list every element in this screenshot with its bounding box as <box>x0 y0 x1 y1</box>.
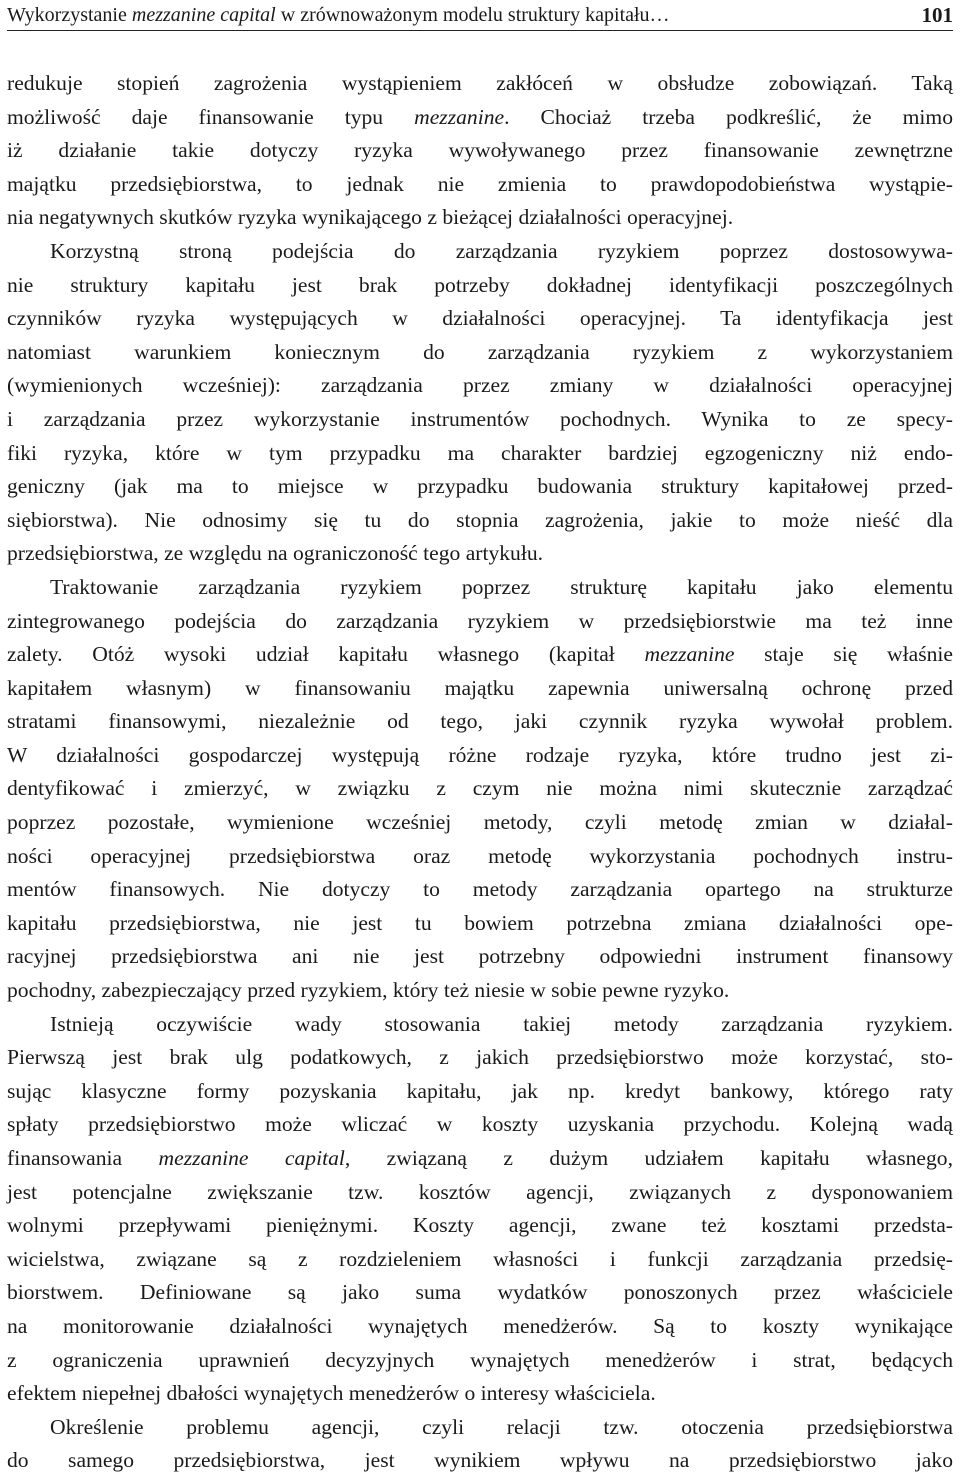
text-line: wicielstwa, związane są z rozdzieleniem własności i funkcji zarządzania przedsię- <box>7 1246 953 1271</box>
text-line: do samego przedsiębiorstwa, jest wynikiem wpływu na przedsiębiorstwo jako <box>7 1448 953 1473</box>
text-line: redukuje stopień zagrożenia wystąpieniem zakłóceń w obsłudze zobowiązań. Taką <box>7 71 953 95</box>
text-line: siębiorstwa). Nie odnosimy się tu do stopnia zagrożenia, jakie to może nieść dla <box>7 507 953 532</box>
text-line: mentów finansowych. Nie dotyczy to metody zarządzania opartego na strukturze <box>7 877 953 902</box>
text-line: nie struktury kapitału jest brak potrzeby dokładnej identyfikacji poszczególnych <box>7 272 953 297</box>
text-line <box>7 101 953 135</box>
text-line: z ograniczenia uprawnień decyzyjnych wynajętych menedżerów i strat, będących <box>7 1347 953 1372</box>
text-span: . Chociaż trzeba podkreślić, że mimo <box>504 104 953 129</box>
text-line: sując klasyczne formy pozyskania kapitału, jak np. kredyt bankowy, którego raty <box>7 1078 953 1103</box>
text-line: fiki ryzyka, które w tym przypadku ma charakter bardziej egzogeniczny niż endo- <box>7 440 953 465</box>
text-line: przedsiębiorstwa, ze względu na ograniczoność tego artykułu. <box>7 541 544 566</box>
text-line <box>7 638 953 672</box>
text-line: efektem niepełnej dbałości wynajętych menedżerów o interesy właściciela. <box>7 1381 656 1406</box>
text-line: biorstwem. Definiowane są jako suma wydatków ponoszonych przez właściciele <box>7 1280 953 1305</box>
running-title-italic: mezzanine capital <box>131 4 276 26</box>
text-line: iż działanie takie dotyczy ryzyka wywoływanego przez finansowanie zewnętrzne <box>7 138 953 163</box>
text-line: spłaty przedsiębiorstwo może wliczać w koszty uzyskania przychodu. Kolejną wadą <box>7 1112 953 1137</box>
text-line: majątku przedsiębiorstwa, to jednak nie zmienia to prawdopodobieństwa wystąpie- <box>7 171 953 196</box>
text-line: Określenie problemu agencji, czyli relacji tzw. otoczenia przedsiębiorstwa <box>50 1414 953 1439</box>
text-line: czynników ryzyka występujących w działalności operacyjnej. Ta identyfikacja jest <box>7 306 953 331</box>
text-line: na monitorowanie działalności wynajętych menedżerów. Są to koszty wynikające <box>7 1313 953 1338</box>
text-line: natomiast warunkiem koniecznym do zarządzania ryzykiem z wykorzystaniem <box>7 339 953 364</box>
italic-term: mezzanine capital <box>158 1146 345 1170</box>
text-line: dentyfikować i zmierzyć, w związku z czym nie można nimi skutecznie zarządzać <box>7 776 953 801</box>
text-line: stratami finansowymi, niezależnie od tego, jaki czynnik ryzyka wywołał problem. <box>7 709 953 734</box>
text-line: Traktowanie zarządzania ryzykiem poprzez strukturę kapitału jako elementu <box>50 574 953 599</box>
text-line: zintegrowanego podejścia do zarządzania ryzykiem w przedsiębiorstwie ma też inne <box>7 608 953 633</box>
page-number: 101 <box>921 3 953 27</box>
running-header <box>7 0 953 31</box>
italic-term: mezzanine <box>414 104 505 129</box>
text-line: Istnieją oczywiście wady stosowania takiej metody zarządzania ryzykiem. <box>50 1011 953 1036</box>
body-text <box>7 67 953 1478</box>
text-line: poprzez pozostałe, wymienione wcześniej metody, czyli metodę zmian w działal- <box>7 810 953 835</box>
document-page <box>7 0 953 1478</box>
running-title-part: w zrównoważonym modelu struktury kapitału… <box>275 4 670 26</box>
text-line: wolnymi przepływami pieniężnymi. Koszty agencji, zwane też kosztami przedsta- <box>7 1213 953 1238</box>
text-span: możliwość daje finansowanie typu <box>7 104 415 129</box>
text-line: kapitału przedsiębiorstwa, nie jest tu bowiem potrzebna zmiana działalności ope- <box>7 910 953 935</box>
text-line: jest potencjalne zwiększanie tzw. kosztów agencji, związanych z dysponowaniem <box>7 1179 953 1204</box>
text-line: i zarządzania przez wykorzystanie instrumentów pochodnych. Wynika to ze specy- <box>7 406 953 431</box>
text-span: zalety. Otóż wysoki udział kapitału własnego (kapitał <box>7 642 645 667</box>
text-span: staje się właśnie <box>734 642 954 667</box>
text-line: Korzystną stroną podejścia do zarządzania ryzykiem poprzez dostosowywa- <box>50 238 953 263</box>
text-line: kapitałem własnym) w finansowaniu majątku zapewnia uniwersalną ochronę przed <box>7 675 953 700</box>
italic-term: mezzanine <box>644 642 735 667</box>
text-line: (wymienionych wcześniej): zarządzania przez zmiany w działalności operacyjnej <box>7 373 953 398</box>
text-line: pochodny, zabezpieczający przed ryzykiem, który też niesie w sobie pewne ryzyko. <box>7 978 730 1003</box>
running-title <box>7 1 670 29</box>
text-line: W działalności gospodarczej występują różne rodzaje ryzyka, które trudno jest zi- <box>7 742 953 767</box>
text-line: Pierwszą jest brak ulg podatkowych, z jakich przedsiębiorstwo może korzystać, sto- <box>7 1045 953 1070</box>
text-span: , związaną z dużym udziałem kapitału własnego, <box>344 1146 953 1170</box>
text-line: ności operacyjnej przedsiębiorstwa oraz metodę wykorzystania pochodnych instru- <box>7 843 953 868</box>
text-line: nia negatywnych skutków ryzyka wynikającego z bieżącej działalności operacyjnej. <box>7 205 734 230</box>
text-span: finansowania <box>7 1146 159 1170</box>
text-line: racyjnej przedsiębiorstwa ani nie jest potrzebny odpowiedni instrument finansowy <box>7 944 953 969</box>
text-line: geniczny (jak ma to miejsce w przypadku budowania struktury kapitałowej przed- <box>7 474 953 499</box>
running-title-part: Wykorzystanie <box>7 4 132 26</box>
text-line <box>7 1142 953 1176</box>
